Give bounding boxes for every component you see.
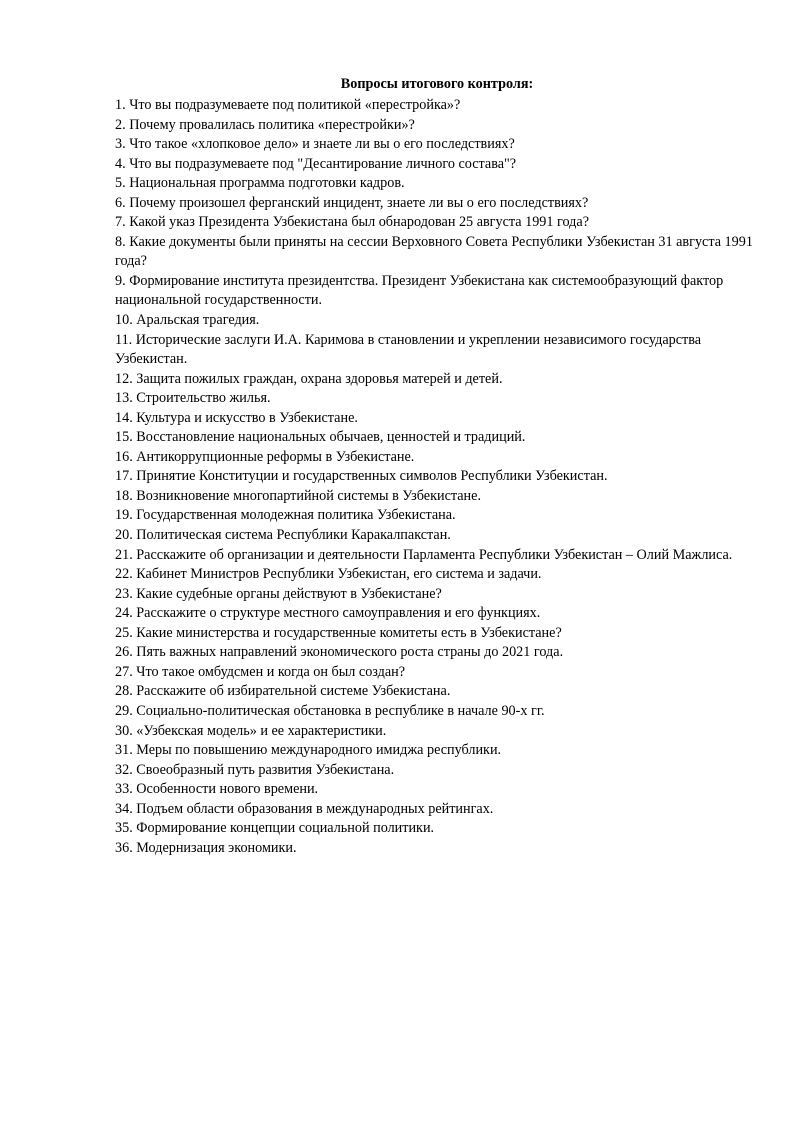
question-item: 1. Что вы подразумеваете под политикой «перестройка»? bbox=[115, 97, 461, 113]
question-item: 32. Своеобразный путь развития Узбекистана. bbox=[115, 761, 395, 778]
question-item: 4. Что вы подразумеваете под "Десантирование личного состава"? bbox=[115, 155, 517, 172]
question-item: 22. Кабинет Министров Республики Узбекистан, его система и задачи. bbox=[115, 566, 542, 583]
document-content bbox=[115, 74, 755, 858]
question-item: 34. Подъем области образования в международных рейтингах. bbox=[115, 800, 494, 817]
question-item: 36. Модернизация экономики. bbox=[115, 839, 297, 856]
question-item: 17. Принятие Конституции и государственных символов Республики Узбекистан. bbox=[115, 468, 608, 485]
question-item: 31. Меры по повышению международного имиджа республики. bbox=[115, 742, 502, 759]
question-item: 13. Строительство жилья. bbox=[115, 390, 271, 407]
question-item: 9. Формирование института президентства. Президент Узбекистана как системообразующий фактор национальной государственности. bbox=[115, 272, 724, 309]
question-item: 33. Особенности нового времени. bbox=[115, 781, 319, 798]
question-item: 21. Расскажите об организации и деятельности Парламента Республики Узбекистан – Олий Мажлиса. bbox=[115, 546, 733, 563]
question-item: 30. «Узбекская модель» и ее характеристики. bbox=[115, 722, 387, 739]
question-item: 35. Формирование концепции социальной политики. bbox=[115, 820, 435, 837]
page-title: Вопросы итогового контроля: bbox=[340, 76, 534, 92]
question-item: 27. Что такое омбудсмен и когда он был создан? bbox=[115, 663, 406, 680]
question-item: 23. Какие судебные органы действуют в Узбекистане? bbox=[115, 585, 442, 602]
question-item: 29. Социально-политическая обстановка в республике в начале 90-х гг. bbox=[115, 702, 545, 719]
question-item: 26. Пять важных направлений экономического роста страны до 2021 года. bbox=[115, 644, 564, 661]
question-item: 6. Почему произошел ферганский инцидент, знаете ли вы о его последствиях? bbox=[115, 194, 589, 211]
question-item: 3. Что такое «хлопковое дело» и знаете ли вы о его последствиях? bbox=[115, 136, 515, 153]
question-item: 5. Национальная программа подготовки кадров. bbox=[115, 175, 405, 192]
question-item: 2. Почему провалилась политика «перестройки»? bbox=[115, 116, 415, 133]
question-item: 8. Какие документы были приняты на сессии Верховного Совета Республики Узбекистан 31 августа 1991 года? bbox=[115, 233, 753, 270]
question-item: 16. Антикоррупционные реформы в Узбекистане. bbox=[115, 448, 415, 465]
question-item: 25. Какие министерства и государственные комитеты есть в Узбекистане? bbox=[115, 624, 562, 641]
question-item: 7. Какой указ Президента Узбекистана был обнародован 25 августа 1991 года? bbox=[115, 214, 589, 231]
question-item: 15. Восстановление национальных обычаев, ценностей и традиций. bbox=[115, 429, 526, 446]
question-item: 11. Исторические заслуги И.А. Каримова в становлении и укреплении независимого государства Узбекистан. bbox=[115, 331, 702, 368]
question-list bbox=[115, 96, 755, 858]
question-item: 18. Возникновение многопартийной системы в Узбекистане. bbox=[115, 487, 481, 504]
question-item: 28. Расскажите об избирательной системе Узбекистана. bbox=[115, 683, 451, 700]
question-item: 19. Государственная молодежная политика Узбекистана. bbox=[115, 507, 456, 524]
question-item: 10. Аральская трагедия. bbox=[115, 312, 260, 329]
question-item: 12. Защита пожилых граждан, охрана здоровья матерей и детей. bbox=[115, 370, 503, 387]
question-item: 24. Расскажите о структуре местного самоуправления и его функциях. bbox=[115, 605, 541, 622]
question-item: 20. Политическая система Республики Каракалпакстан. bbox=[115, 527, 451, 544]
question-item: 14. Культура и искусство в Узбекистане. bbox=[115, 409, 358, 426]
